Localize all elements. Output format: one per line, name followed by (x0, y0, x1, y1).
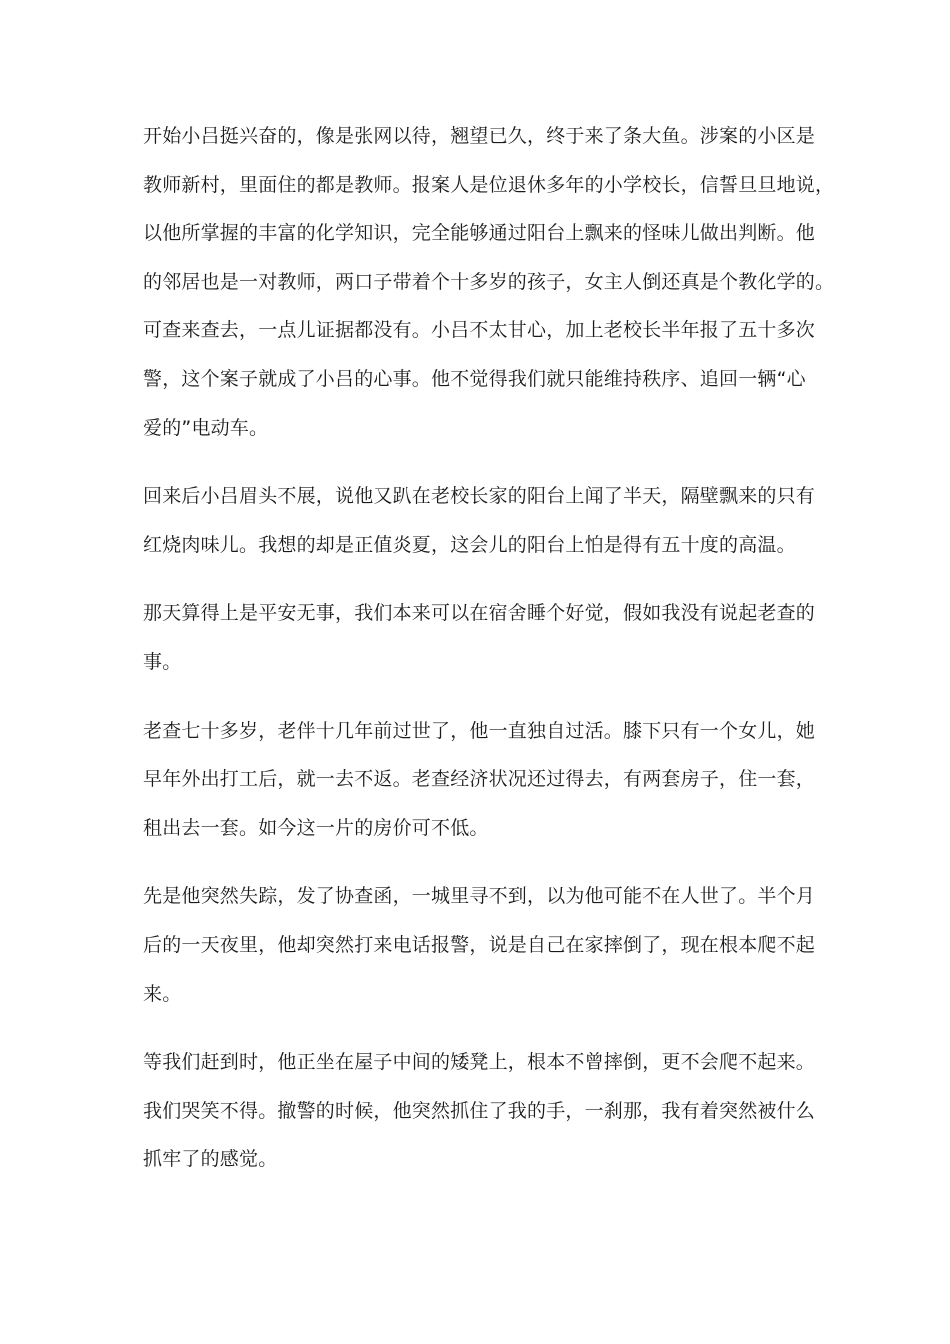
text-line: 后的一天夜里，他却突然打来电话报警，说是自己在家摔倒了，现在根本爬不起 (143, 933, 816, 956)
text-line: 我们哭笑不得。撤警的时候，他突然抓住了我的手，一刹那，我有着突然被什么 (143, 1099, 816, 1122)
paragraph-5 (143, 872, 816, 1018)
text-line: 警，这个案子就成了小吕的心事。他不觉得我们就只能维持秩序、追回一辆“心 (143, 367, 806, 390)
text-line: 的邻居也是一对教师，两口子带着个十多岁的孩子，女主人倒还真是个教化学的。 (143, 270, 835, 293)
text-line: 教师新村，里面住的都是教师。报案人是位退休多年的小学校长，信誓旦旦地说， (143, 173, 835, 196)
text-line: 那天算得上是平安无事，我们本来可以在宿舍睡个好觉，假如我没有说起老查的 (143, 602, 816, 625)
text-line: 可查来查去，一点儿证据都没有。小吕不太甘心，加上老校长半年报了五十多次 (143, 319, 816, 342)
text-line: 先是他突然失踪，发了协查函，一城里寻不到，以为他可能不在人世了。半个月 (143, 885, 816, 908)
document-page (143, 112, 835, 1204)
paragraph-1 (143, 112, 835, 452)
text-line: 事。 (143, 650, 182, 673)
text-line: 租出去一套。如今这一片的房价可不低。 (143, 816, 489, 839)
text-line: 等我们赶到时，他正坐在屋子中间的矮凳上，根本不曾摔倒，更不会爬不起来。 (143, 1051, 816, 1074)
paragraph-4 (143, 707, 816, 853)
paragraph-6 (143, 1038, 816, 1184)
text-line: 红烧肉味儿。我想的却是正值炎夏，这会儿的阳台上怕是得有五十度的高温。 (143, 533, 796, 556)
text-line: 以他所掌握的丰富的化学知识，完全能够通过阳台上飘来的怪味儿做出判断。他 (143, 222, 816, 245)
text-line: 早年外出打工后，就一去不返。老查经济状况还过得去，有两套房子，住一套， (143, 768, 816, 791)
text-line: 来。 (143, 982, 182, 1005)
text-line: 抓牢了的感觉。 (143, 1148, 278, 1171)
paragraph-2 (143, 472, 816, 569)
text-line: 回来后小吕眉头不展，说他又趴在老校长家的阳台上闻了半天，隔壁飘来的只有 (143, 485, 816, 508)
paragraph-3 (143, 589, 816, 686)
text-line: 开始小吕挺兴奋的，像是张网以待，翘望已久，终于来了条大鱼。涉案的小区是 (143, 125, 816, 147)
text-line: 爱的”电动车。 (143, 416, 269, 439)
text-line: 老查七十多岁，老伴十几年前过世了，他一直独自过活。膝下只有一个女儿，她 (143, 719, 816, 742)
